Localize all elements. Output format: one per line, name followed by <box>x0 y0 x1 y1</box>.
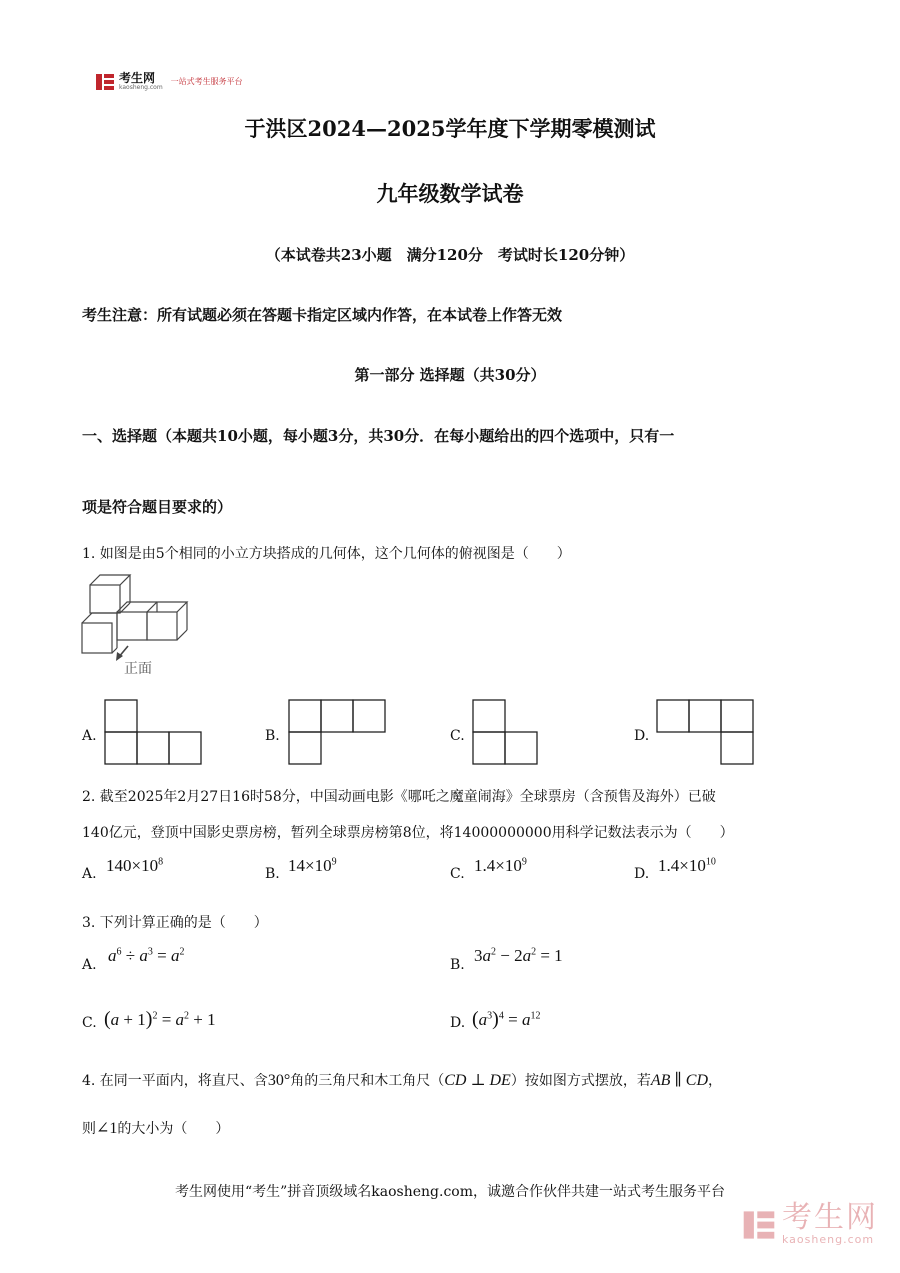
q2-option-c: $1.4\times 10^9$ <box>474 856 527 875</box>
q4-text-line1: 4. 在同一平面内，将直尺、含30°角的三角尺和木工角尺（CD ⊥ DE）按如图方式摆放，若AB ∥ CD， <box>82 1072 722 1089</box>
q2-option-b: $14\times 10^9$ <box>288 856 337 875</box>
q1-option-c: C. <box>450 728 465 744</box>
q3-option-b-label: B. <box>450 957 465 973</box>
q2-option-b-label: B. <box>265 866 280 882</box>
logo-slogan: 一站式考生服务平台 <box>170 77 243 86</box>
footer-text: 考生网使用“考生”拼音顶级域名kaosheng.com，诚邀合作伙伴共建一站式考生服务平台 <box>174 1184 726 1200</box>
q1-option-d: D. <box>634 728 650 744</box>
exam-notice: 考生注意：所有试题必须在答题卡指定区域内作答，在本试卷上作答无效 <box>82 306 563 324</box>
q1-option-c-figure <box>472 699 542 767</box>
logo-domain: kaosheng.com <box>119 84 163 91</box>
part-heading: 第一部分 选择题（共30分） <box>354 366 546 384</box>
q2-option-a-label: A. <box>82 866 97 882</box>
q3-option-c: $(a + 1)^2 = a^2 + 1$ <box>104 1008 216 1030</box>
logo <box>95 72 243 91</box>
q3-option-a: $a^6 \div a^3 = a^2$ <box>108 946 185 965</box>
q3-option-d: $(a^3)^4 = a^{12}$ <box>472 1008 541 1030</box>
q1-option-a-figure <box>104 699 204 767</box>
q1-front-label: 正面 <box>124 661 152 677</box>
q3-option-c-label: C. <box>82 1015 97 1031</box>
q1-option-a: A. <box>82 728 97 744</box>
exam-subject: 九年级数学试卷 <box>376 181 524 206</box>
q2-text-line1: 2. 截至2025年2月27日16时58分，中国动画电影《哪吒之魔童闹海》全球票房（含预售及海外）已破 <box>82 789 716 805</box>
q2-option-a: $140\times 10^8$ <box>106 856 164 875</box>
q2-option-c-label: C. <box>450 866 465 882</box>
q3-text: 3. 下列计算正确的是（ ） <box>82 915 268 931</box>
watermark-domain: kaosheng.com <box>782 1233 875 1246</box>
exam-title: 于洪区2024—2025学年度下学期零模测试 <box>244 116 656 141</box>
q3-option-d-label: D. <box>450 1015 466 1031</box>
q3-option-a-label: A. <box>82 957 97 973</box>
q1-option-d-figure <box>656 699 756 767</box>
section-heading-line1: 一、选择题（本题共10小题，每小题3分，共30分．在每小题给出的四个选项中，只有一 <box>82 427 675 445</box>
q2-option-d-label: D. <box>634 866 650 882</box>
watermark-logo-icon <box>742 1208 776 1242</box>
q2-option-d: $1.4\times 10^{10}$ <box>658 856 716 875</box>
watermark <box>742 1200 878 1246</box>
q1-option-b-figure <box>288 699 388 767</box>
q4-text-line2: 则∠1的大小为（ ） <box>82 1120 230 1137</box>
watermark-text: 考生网 <box>782 1200 878 1235</box>
logo-name: 考生网 <box>119 71 156 85</box>
logo-icon <box>95 73 115 91</box>
q3-option-b: $3a^2 - 2a^2 = 1$ <box>474 946 563 965</box>
section-heading-line2: 项是符合题目要求的） <box>82 498 233 516</box>
q2-text-line2: 140亿元，登顶中国影史票房榜，暂列全球票房榜第8位，将14000000000用科学记数法表示为（ ） <box>82 825 734 841</box>
q1-text: 1. 如图是由5个相同的小立方块搭成的几何体，这个几何体的俯视图是（ ） <box>82 546 571 562</box>
exam-info: （本试卷共23小题 满分120分 考试时长120分钟） <box>265 246 635 264</box>
q1-option-b: B. <box>265 728 280 744</box>
